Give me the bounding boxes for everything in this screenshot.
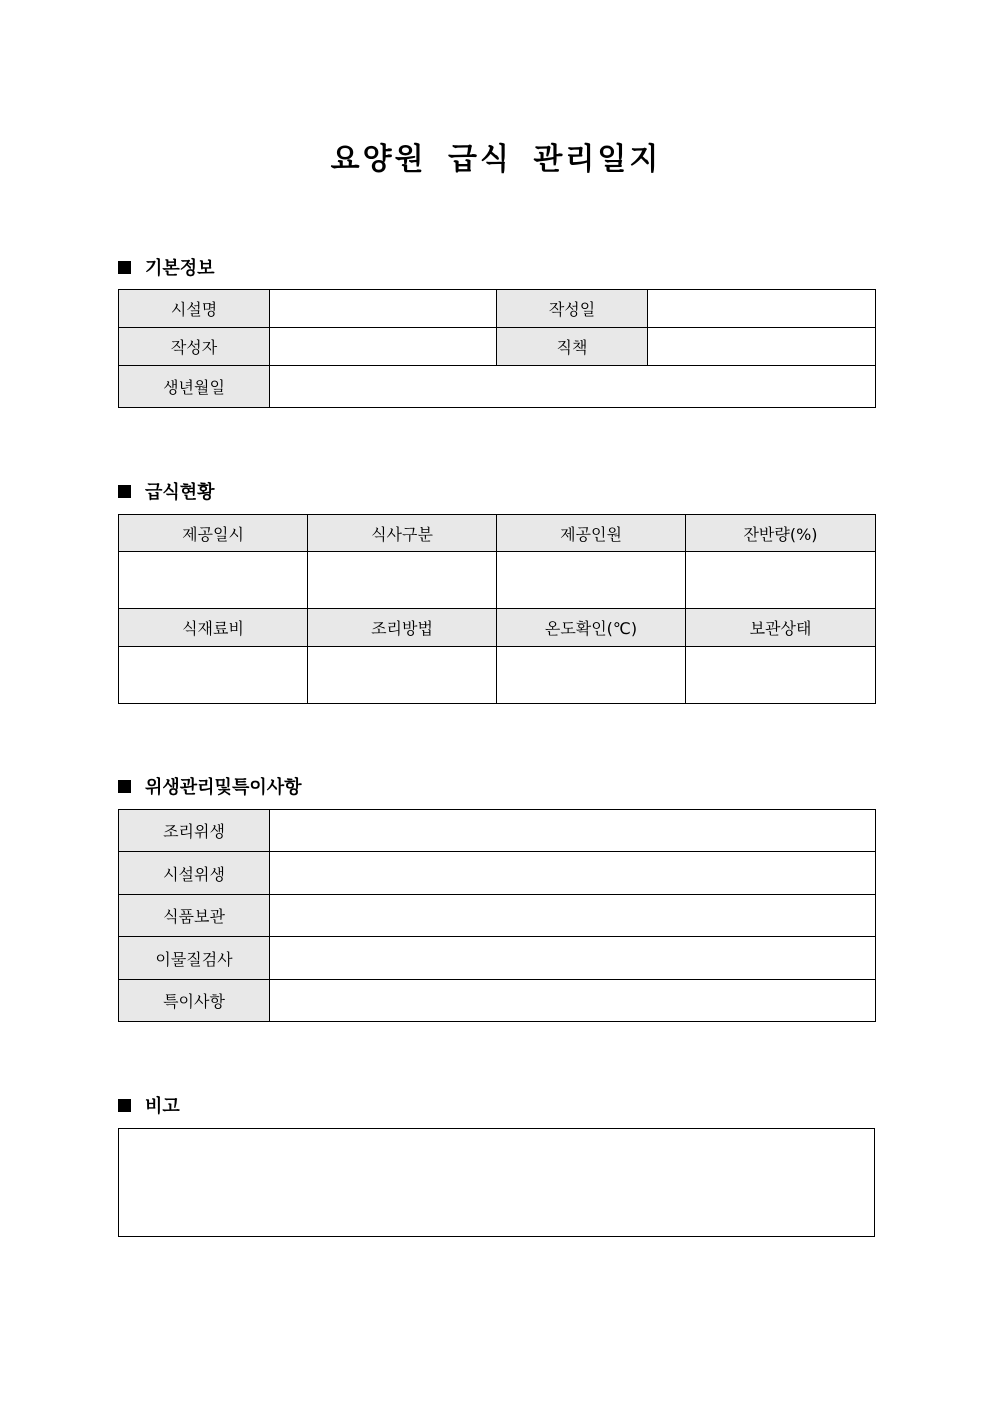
storage-status-label: 보관상태 (686, 609, 876, 647)
facility-name-field[interactable] (270, 290, 497, 328)
foreign-matter-check-field[interactable] (270, 937, 876, 980)
meal-type-field[interactable] (308, 552, 497, 609)
cooking-method-label: 조리방법 (308, 609, 497, 647)
square-bullet-icon (118, 780, 131, 793)
section-title: 비고 (145, 1096, 180, 1117)
serve-time-label: 제공일시 (119, 515, 308, 552)
writer-field[interactable] (270, 328, 497, 366)
section-heading-remarks (118, 1092, 180, 1118)
hygiene-table (118, 809, 876, 1022)
page-title: 요양원 급식 관리일지 (330, 142, 662, 177)
write-date-label: 작성일 (497, 290, 648, 328)
birth-date-label: 생년월일 (119, 366, 270, 408)
serve-count-label: 제공인원 (497, 515, 686, 552)
food-storage-label: 식품보관 (119, 895, 270, 937)
temperature-check-label: 온도확인(℃) (497, 609, 686, 647)
facility-hygiene-field[interactable] (270, 852, 876, 895)
special-notes-label: 특이사항 (119, 980, 270, 1022)
section-heading-basic (118, 254, 215, 280)
food-storage-field[interactable] (270, 895, 876, 937)
leftover-field[interactable] (686, 552, 876, 609)
birth-date-field[interactable] (270, 366, 876, 408)
position-label: 직책 (497, 328, 648, 366)
section-heading-hygiene (118, 773, 302, 799)
serve-count-field[interactable] (497, 552, 686, 609)
special-notes-field[interactable] (270, 980, 876, 1022)
section-title: 기본정보 (145, 258, 215, 279)
square-bullet-icon (118, 1099, 131, 1112)
facility-name-label: 시설명 (119, 290, 270, 328)
position-field[interactable] (648, 328, 876, 366)
write-date-field[interactable] (648, 290, 876, 328)
cooking-hygiene-label: 조리위생 (119, 810, 270, 852)
writer-label: 작성자 (119, 328, 270, 366)
section-title: 급식현황 (145, 482, 215, 503)
basic-info-table (118, 289, 876, 408)
foreign-matter-check-label: 이물질검사 (119, 937, 270, 980)
remarks-field[interactable] (118, 1128, 875, 1237)
temperature-check-field[interactable] (497, 647, 686, 704)
facility-hygiene-label: 시설위생 (119, 852, 270, 895)
cooking-method-field[interactable] (308, 647, 497, 704)
leftover-label: 잔반량(%) (686, 515, 876, 552)
serve-time-field[interactable] (119, 552, 308, 609)
cooking-hygiene-field[interactable] (270, 810, 876, 852)
section-title: 위생관리및특이사항 (145, 777, 302, 798)
storage-status-field[interactable] (686, 647, 876, 704)
square-bullet-icon (118, 485, 131, 498)
section-heading-meal (118, 478, 215, 504)
meal-type-label: 식사구분 (308, 515, 497, 552)
ingredient-cost-field[interactable] (119, 647, 308, 704)
square-bullet-icon (118, 261, 131, 274)
meal-status-table (118, 514, 876, 704)
ingredient-cost-label: 식재료비 (119, 609, 308, 647)
